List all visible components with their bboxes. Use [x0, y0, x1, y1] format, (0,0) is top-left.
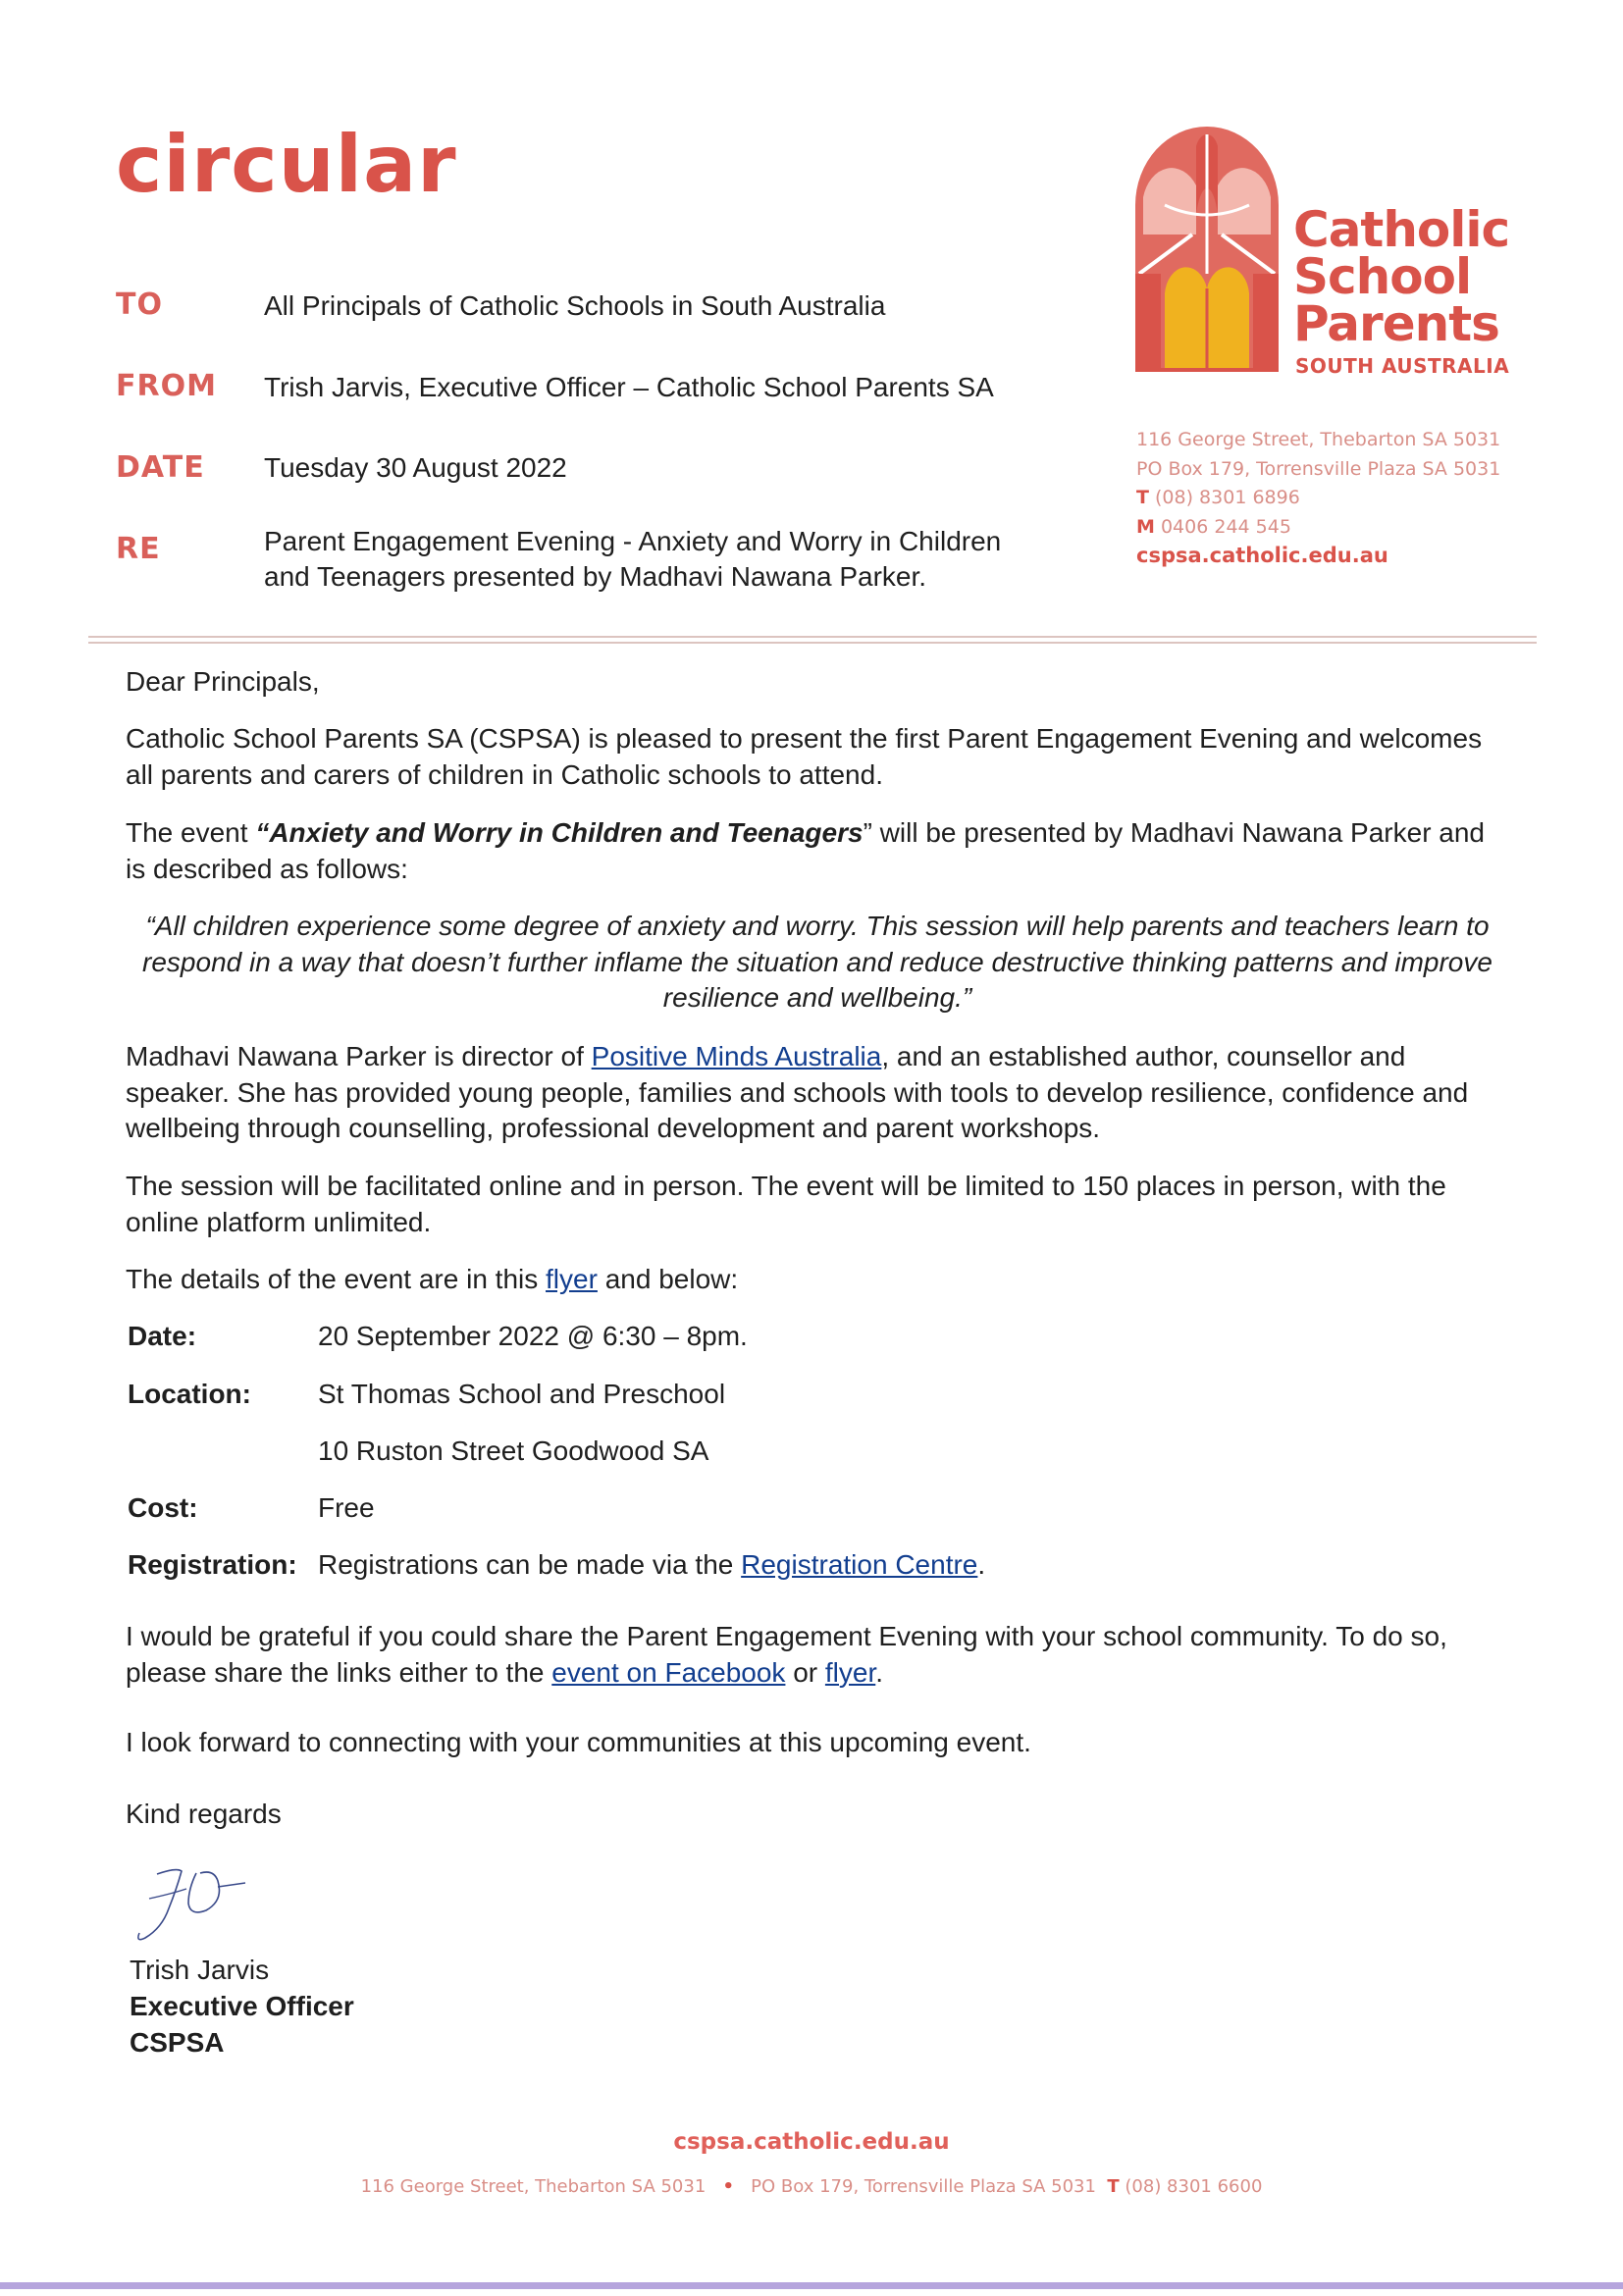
- re-line-1: Parent Engagement Evening - Anxiety and Worry in Children: [264, 526, 1002, 556]
- logo-subtitle: SOUTH AUSTRALIA: [1295, 354, 1510, 378]
- event-paragraph: [126, 815, 1499, 887]
- kind-regards: Kind regards: [126, 1799, 282, 1829]
- details-intro: [126, 1262, 1499, 1298]
- footer-phone: (08) 8301 6600: [1125, 2176, 1263, 2197]
- event-pre: The event: [126, 817, 256, 848]
- signatory-name: Trish Jarvis: [130, 1955, 270, 1985]
- event-quote: “All children experience some degree of anxiety and worry. This session will help parents and teachers learn to respond in a way that doesn’t further inflame the situation and reduce destructive thinking patterns and improve resilience and wellbeing.”: [142, 911, 1492, 1013]
- cspsa-logo-icon: [1135, 127, 1279, 372]
- share-pre: I would be grateful if you could share the Parent Engagement Evening with your school community. To do so, please share the links either to the: [126, 1621, 1447, 1688]
- phone-value: (08) 8301 6896: [1155, 487, 1300, 508]
- from-value: Trish Jarvis, Executive Officer – Catholic School Parents SA: [264, 372, 994, 402]
- contact-phone: [1136, 484, 1500, 513]
- bio-pre: Madhavi Nawana Parker is director of: [126, 1041, 592, 1071]
- footer-address: [0, 2176, 1623, 2197]
- footer-separator: •: [722, 2176, 734, 2197]
- phone-label: T: [1136, 487, 1149, 508]
- date-label: DATE: [116, 450, 205, 485]
- contact-po-box: PO Box 179, Torrensville Plaza SA 5031: [1136, 457, 1501, 480]
- logo-wordmark: [1293, 201, 1510, 352]
- mobile-label: M: [1136, 515, 1155, 538]
- signatory-title: Executive Officer: [130, 1991, 354, 2021]
- details-post: and below:: [597, 1264, 739, 1294]
- detail-location-line2: 10 Ruston Street Goodwood SA: [318, 1435, 709, 1466]
- flyer-link-2[interactable]: flyer: [824, 1656, 876, 1688]
- session-paragraph: The session will be facilitated online and in person. The event will be limited to 150 places in person, with the online platform unlimited.: [126, 1171, 1446, 1237]
- footer-phone-label: T: [1107, 2176, 1120, 2197]
- registration-pre: Registrations can be made via the: [318, 1549, 742, 1580]
- footer-street: 116 George Street, Thebarton SA 5031: [360, 2176, 707, 2197]
- footer-website[interactable]: cspsa.catholic.edu.au: [673, 2129, 950, 2155]
- from-label: FROM: [116, 369, 217, 403]
- contact-block: [1136, 426, 1500, 571]
- contact-website[interactable]: cspsa.catholic.edu.au: [1136, 544, 1388, 567]
- logo-line-parents: Parents: [1293, 295, 1499, 352]
- bio-post: , and an established author, counsellor and speaker. She has provided young people, families and schools with tools to develop resilience, confidence and wellbeing through counselling, professional development and parent workshops.: [126, 1041, 1469, 1143]
- detail-date-value: 20 September 2022 @ 6:30 – 8pm.: [318, 1321, 748, 1351]
- detail-location-line1: St Thomas School and Preschool: [318, 1379, 726, 1409]
- logo-line-school: School: [1293, 248, 1472, 305]
- bio-paragraph: [126, 1039, 1499, 1147]
- mobile-value: 0406 244 545: [1160, 515, 1291, 538]
- header-divider: [88, 636, 1537, 638]
- footer-bar: [0, 2282, 1623, 2289]
- signature-icon: [128, 1859, 265, 1948]
- details-pre: The details of the event are in this: [126, 1264, 547, 1294]
- closing-line: I look forward to connecting with your communities at this upcoming event.: [126, 1727, 1031, 1757]
- to-label: TO: [116, 287, 163, 322]
- contact-mobile: [1136, 513, 1500, 543]
- registration-centre-link[interactable]: Registration Centre: [741, 1549, 978, 1580]
- re-label: RE: [116, 532, 161, 566]
- share-post: .: [875, 1656, 884, 1688]
- detail-location-label: Location:: [128, 1379, 251, 1409]
- event-post: ” will be presented by Madhavi Nawana Parker and is described as follows:: [126, 817, 1486, 884]
- positive-minds-link[interactable]: Positive Minds Australia: [591, 1041, 882, 1071]
- detail-registration-label: Registration:: [128, 1549, 297, 1580]
- logo-line-catholic: Catholic: [1293, 201, 1510, 258]
- to-value: All Principals of Catholic Schools in South Australia: [264, 290, 886, 321]
- facebook-event-link[interactable]: event on Facebook: [551, 1656, 786, 1688]
- signatory-org: CSPSA: [130, 2027, 225, 2058]
- registration-post: .: [977, 1549, 986, 1580]
- share-paragraph: [126, 1619, 1499, 1691]
- re-value: [264, 524, 1069, 595]
- detail-cost-value: Free: [318, 1492, 375, 1523]
- contact-address: 116 George Street, Thebarton SA 5031: [1136, 429, 1501, 450]
- header-divider-2: [88, 642, 1537, 644]
- detail-cost-label: Cost:: [128, 1492, 198, 1523]
- date-value: Tuesday 30 August 2022: [264, 452, 567, 483]
- intro-paragraph: Catholic School Parents SA (CSPSA) is pleased to present the first Parent Engagement Evening and welcomes all parents and carers of children in Catholic schools to attend.: [126, 723, 1483, 790]
- footer-po-box: PO Box 179, Torrensville Plaza SA 5031: [751, 2176, 1096, 2197]
- event-title: “Anxiety and Worry in Children and Teenagers: [255, 817, 864, 848]
- greeting: Dear Principals,: [126, 666, 320, 697]
- detail-registration-value: [318, 1547, 985, 1583]
- flyer-link[interactable]: flyer: [546, 1264, 598, 1294]
- re-line-2: and Teenagers presented by Madhavi Nawana Parker.: [264, 561, 927, 592]
- detail-date-label: Date:: [128, 1321, 197, 1351]
- document-title: circular: [116, 119, 457, 210]
- share-mid: or: [785, 1656, 825, 1688]
